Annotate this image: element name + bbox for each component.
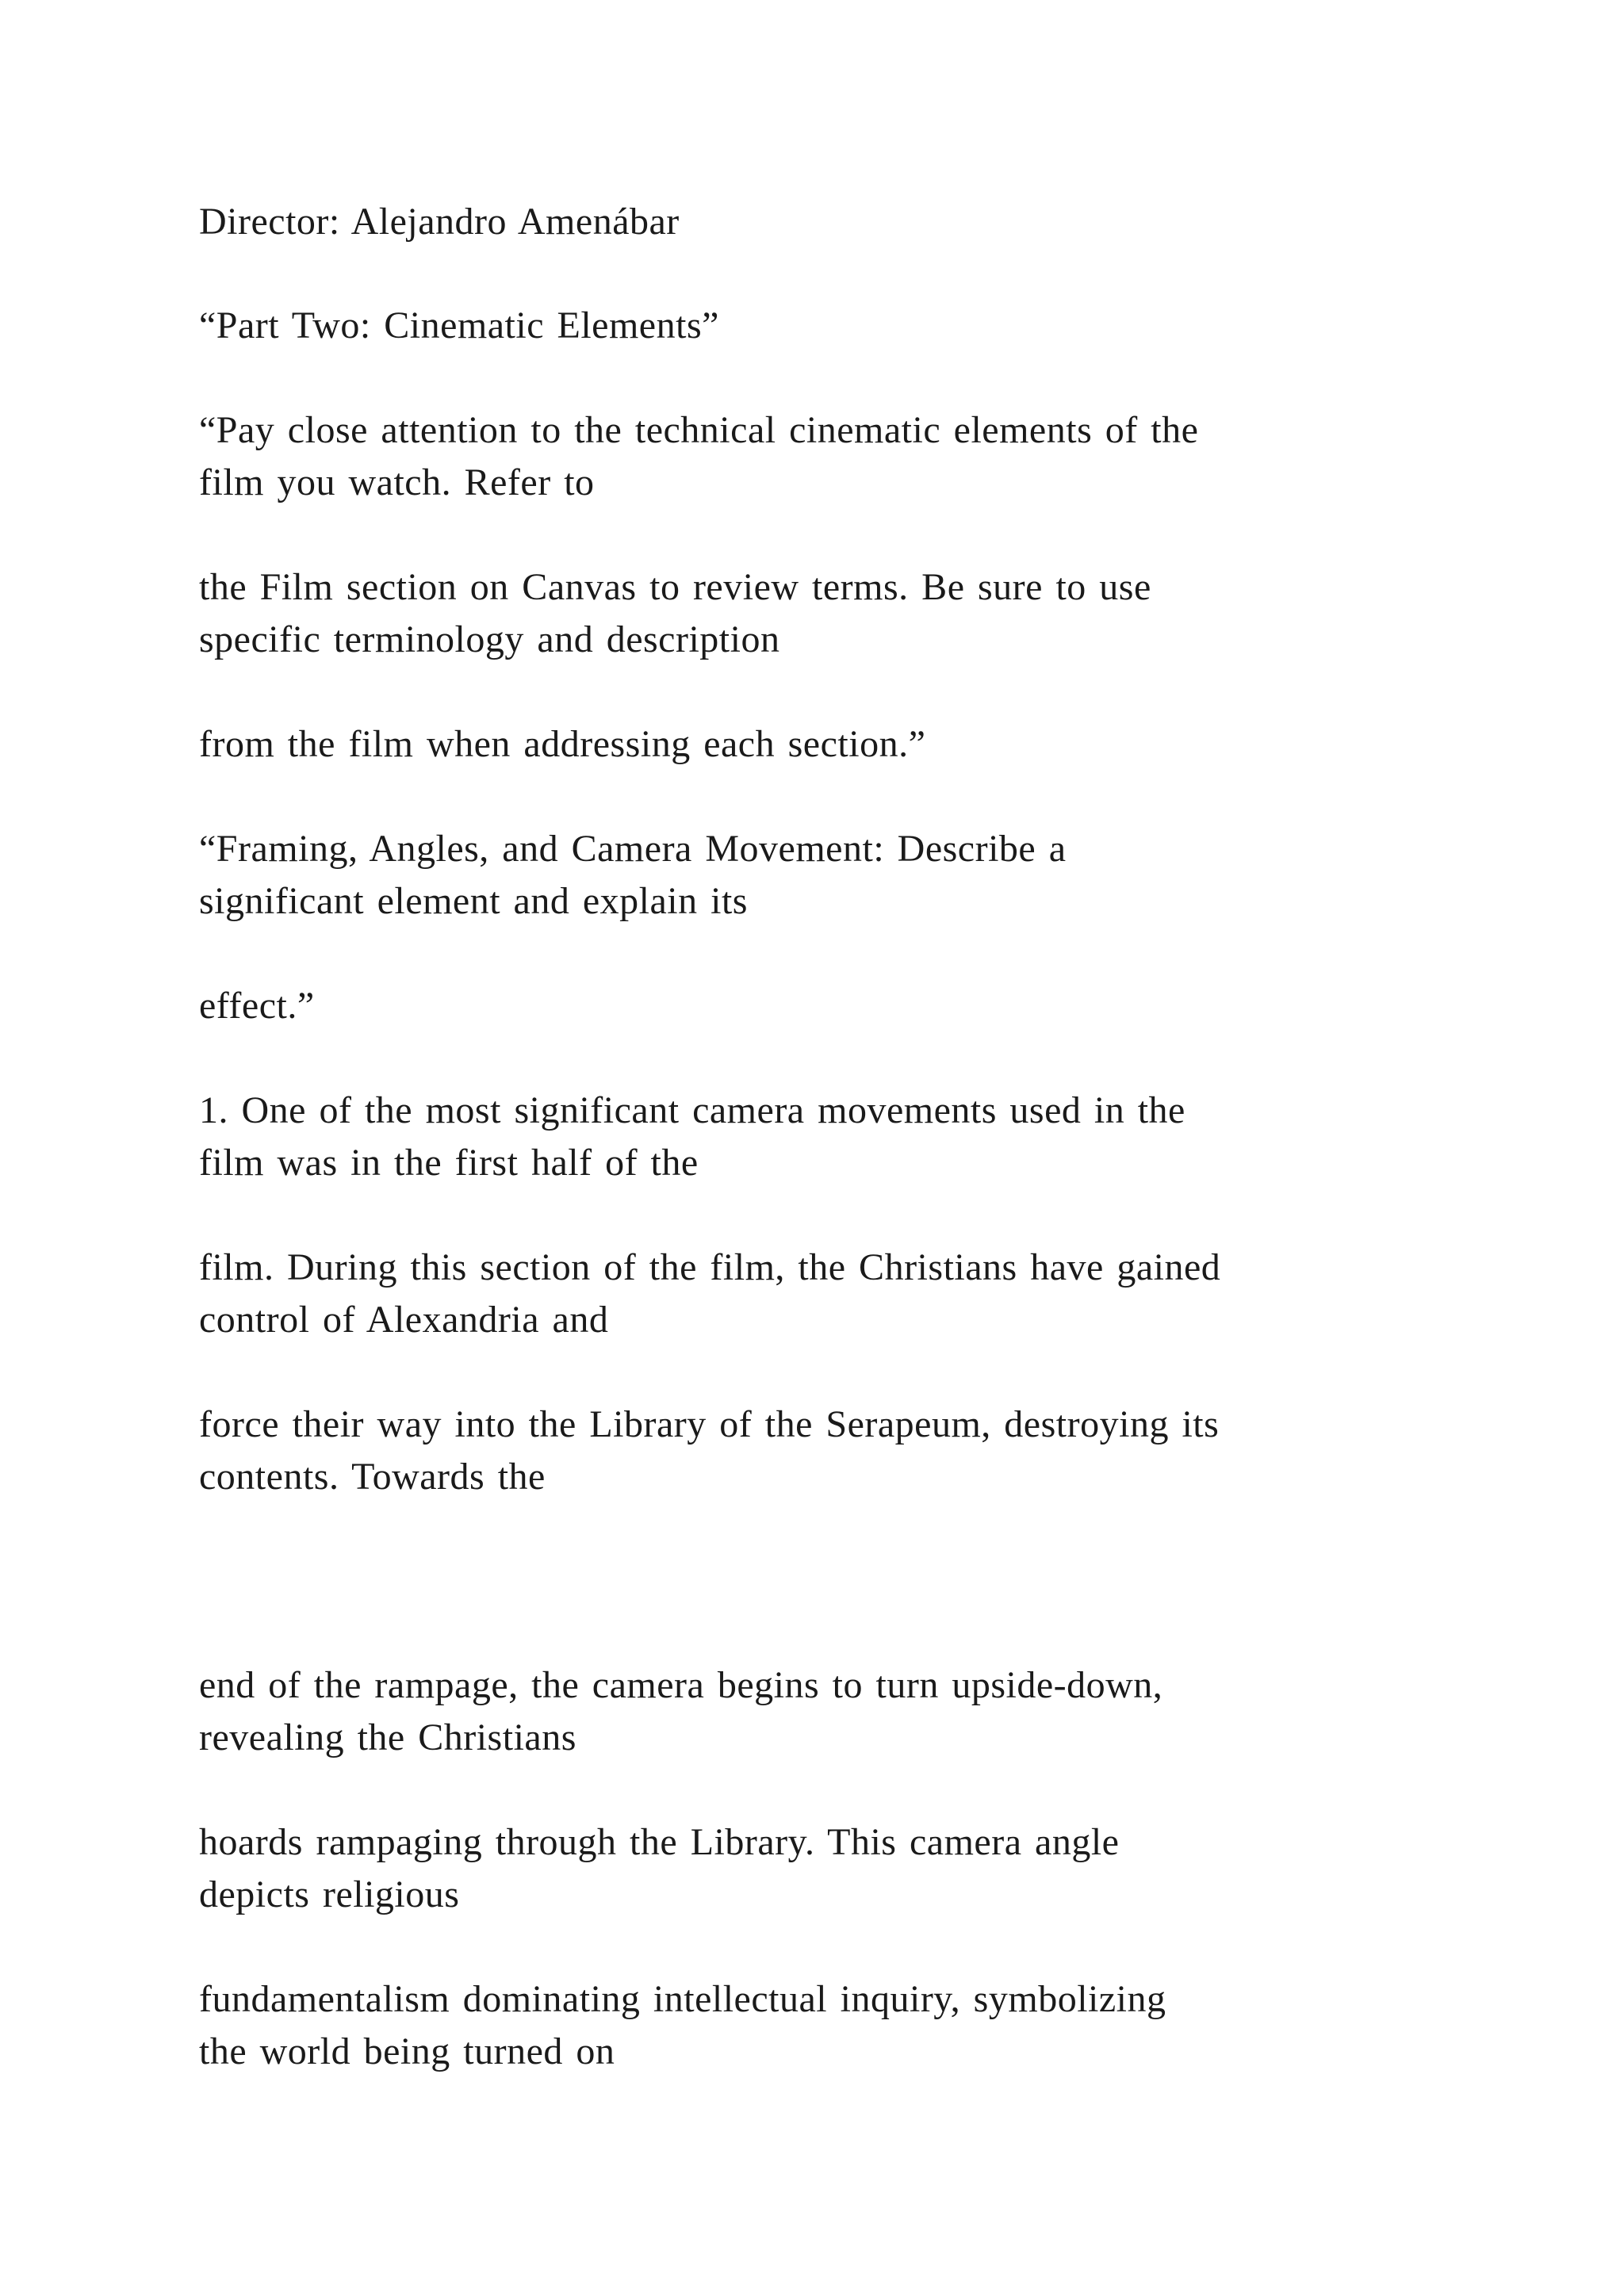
text-line: the world being turned on: [199, 2030, 615, 2072]
text-line: Director: Alejandro Amenábar: [199, 201, 680, 243]
text-line: depicts religious: [199, 1873, 460, 1915]
text-line: force their way into the Library of the Serapeum, destroying its: [199, 1403, 1220, 1445]
section-heading: [199, 300, 1500, 352]
text-line: end of the rampage, the camera begins to turn upside-down,: [199, 1664, 1163, 1706]
text-line: film you watch. Refer to: [199, 461, 595, 503]
text-line: “Pay close attention to the technical cinematic elements of the: [199, 409, 1199, 451]
answer-paragraph: [199, 1973, 1500, 2078]
text-line: fundamentalism dominating intellectual inquiry, symbolizing: [199, 1978, 1166, 2020]
answer-paragraph: [199, 1399, 1500, 1503]
text-line: specific terminology and description: [199, 618, 780, 660]
text-line: hoards rampaging through the Library. This camera angle: [199, 1821, 1120, 1863]
text-line: control of Alexandria and: [199, 1299, 609, 1341]
answer-paragraph: [199, 1816, 1500, 1921]
text-line: from the film when addressing each section.”: [199, 723, 926, 765]
question-paragraph: [199, 980, 1500, 1032]
text-line: revealing the Christians: [199, 1716, 576, 1758]
question-paragraph: [199, 823, 1500, 928]
answer-paragraph: [199, 1659, 1500, 1764]
text-line: the Film section on Canvas to review terms. Be sure to use: [199, 566, 1151, 608]
prompt-paragraph: [199, 718, 1500, 771]
text-line: contents. Towards the: [199, 1456, 546, 1498]
text-line: effect.”: [199, 985, 315, 1027]
answer-paragraph: [199, 1242, 1500, 1346]
text-line: 1. One of the most significant camera movements used in the: [199, 1089, 1185, 1131]
text-line: significant element and explain its: [199, 880, 748, 922]
text-line: “Framing, Angles, and Camera Movement: Describe a: [199, 828, 1067, 870]
director-line: [199, 196, 1500, 248]
text-line: film was in the first half of the: [199, 1142, 699, 1184]
text-line: “Part Two: Cinematic Elements”: [199, 304, 719, 346]
prompt-paragraph: [199, 561, 1500, 666]
text-line: film. During this section of the film, the Christians have gained: [199, 1246, 1221, 1288]
answer-paragraph: [199, 1085, 1500, 1189]
prompt-paragraph: [199, 404, 1500, 509]
